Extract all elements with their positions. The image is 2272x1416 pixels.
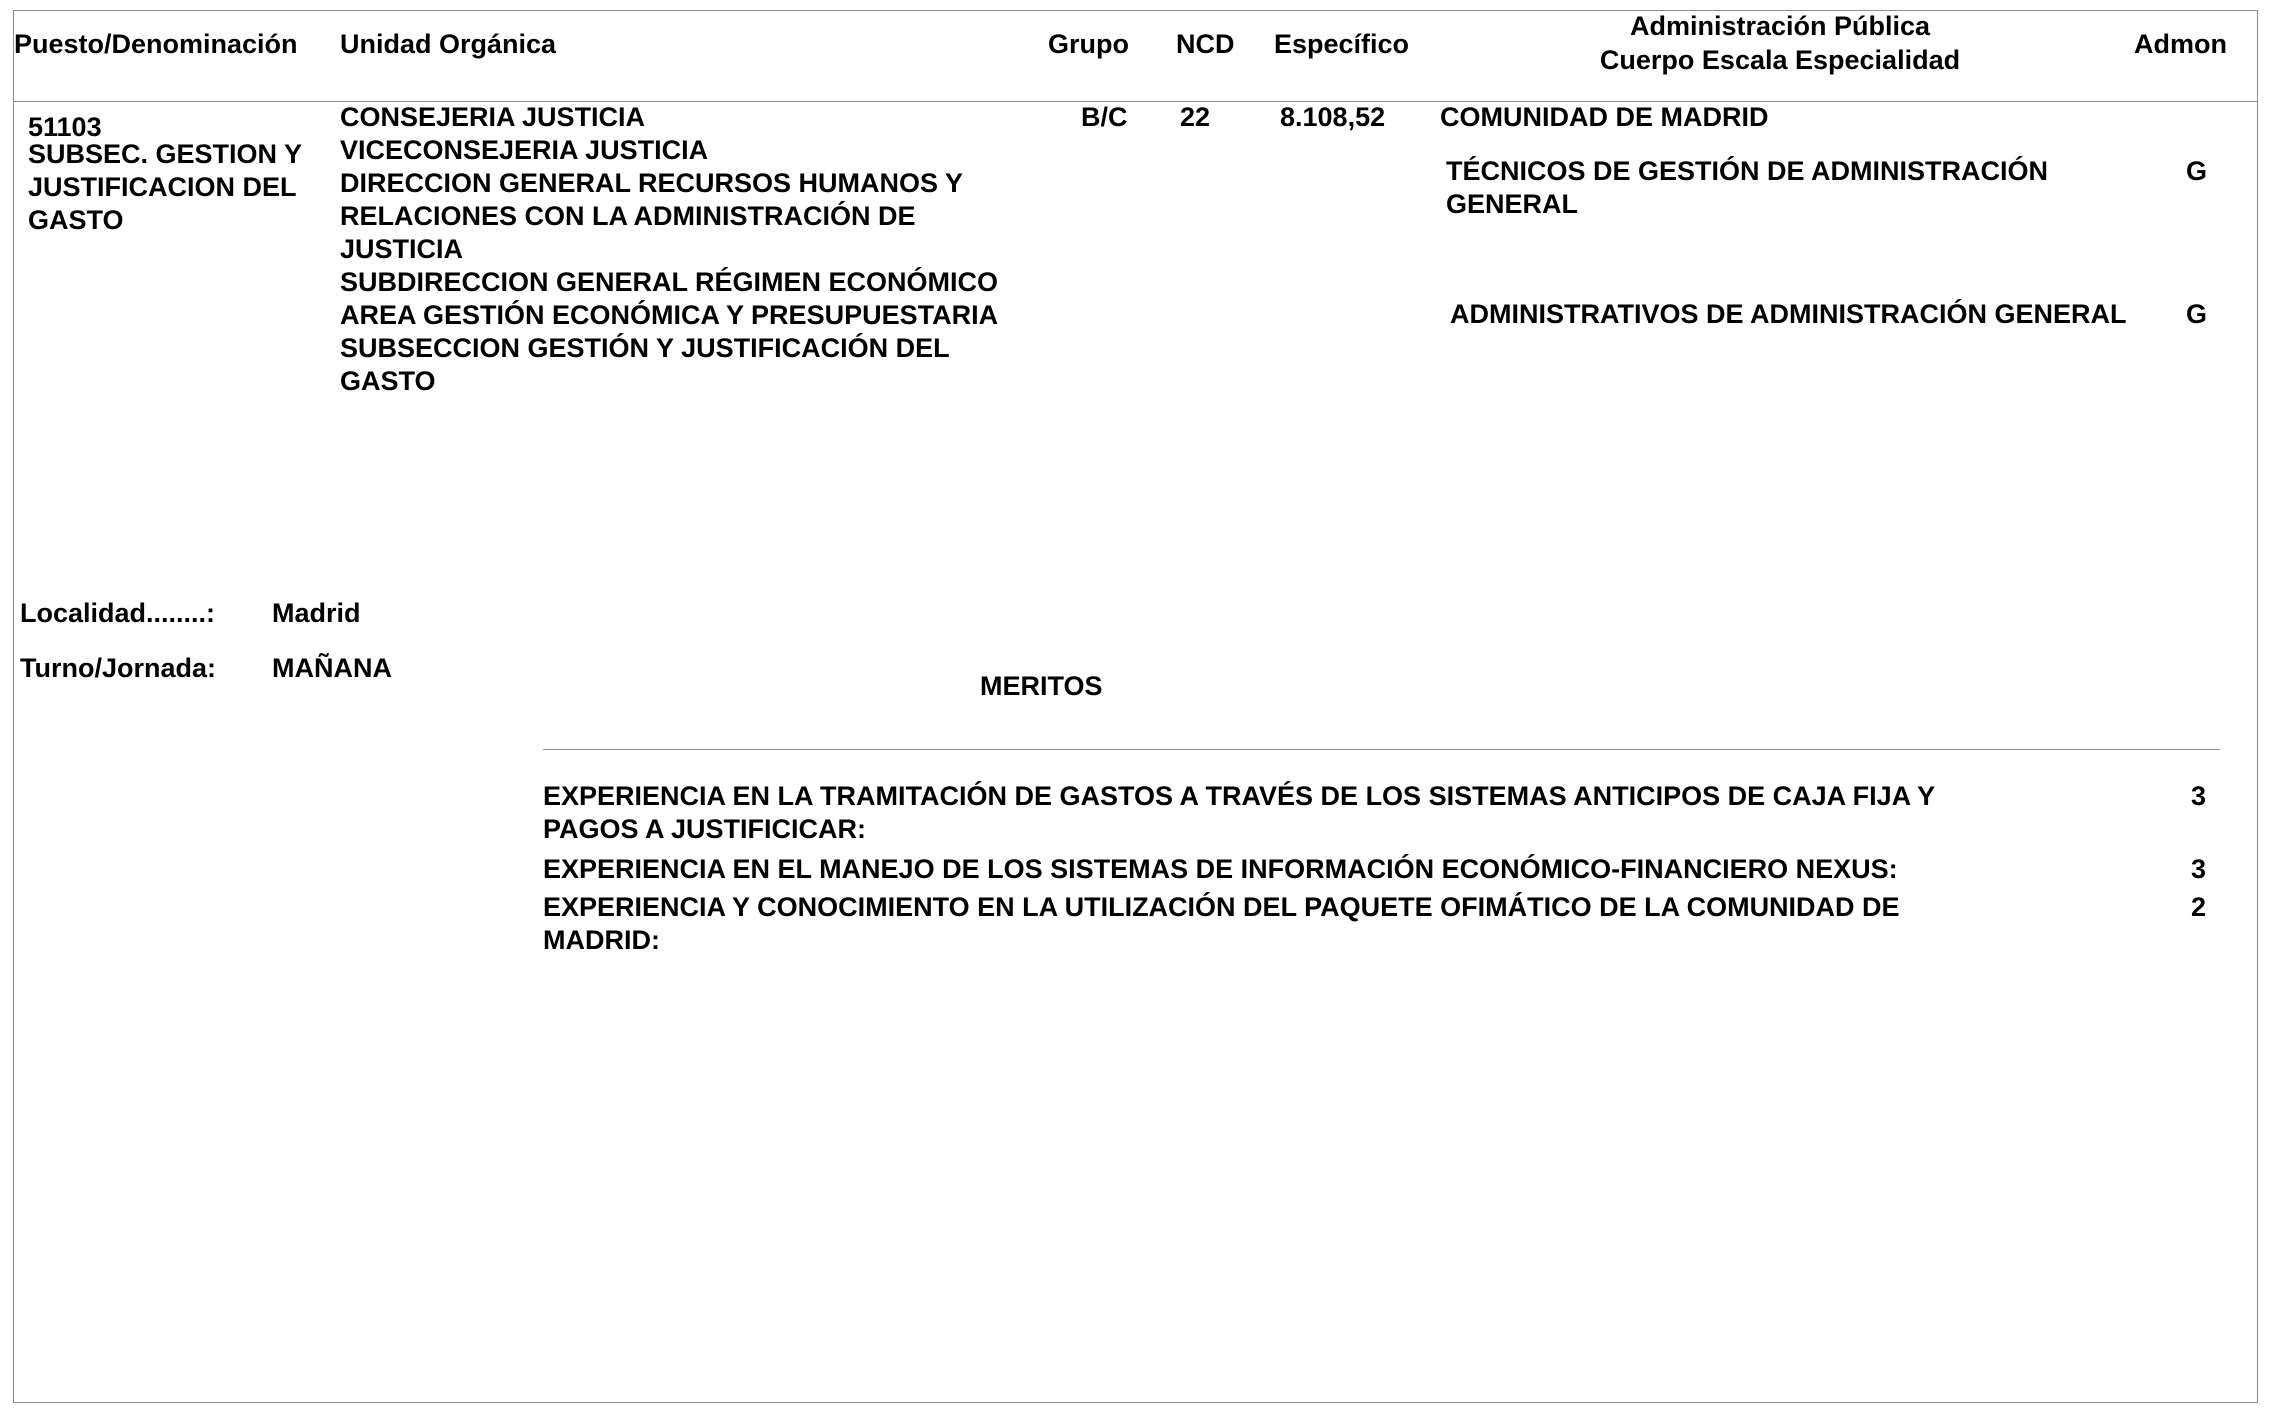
unidad-line: AREA GESTIÓN ECONÓMICA Y PRESUPUESTARIA	[340, 300, 999, 330]
merito-points: 3	[2190, 854, 2206, 884]
header-admin-publica: Administración Pública	[1629, 11, 1931, 41]
localidad-label: Localidad........:	[20, 598, 216, 628]
cuerpo-line: GENERAL	[1446, 189, 1579, 219]
puesto-name-line: SUBSEC. GESTION Y	[28, 139, 303, 169]
merito-line: EXPERIENCIA Y CONOCIMIENTO EN LA UTILIZACIÓN DEL PAQUETE OFIMÁTICO DE LA COMUNIDAD DE	[543, 892, 1900, 922]
header-admon: Admon	[2134, 29, 2227, 59]
cuerpo-entry: ADMINISTRATIVOS DE ADMINISTRACIÓN GENERAL	[1450, 299, 2127, 329]
unidad-line: SUBSECCION GESTIÓN Y JUSTIFICACIÓN DEL	[340, 333, 950, 363]
cuerpo-entry	[1446, 155, 2048, 221]
unidad-line: SUBDIRECCION GENERAL RÉGIMEN ECONÓMICO	[340, 267, 999, 297]
administracion-value: COMUNIDAD DE MADRID	[1440, 102, 1769, 132]
puesto-name-line: JUSTIFICACION DEL	[28, 172, 297, 202]
unidad-line: CONSEJERIA JUSTICIA	[340, 102, 646, 132]
merito-line: MADRID:	[543, 925, 660, 955]
unidad-organica	[340, 101, 998, 398]
cuerpo-line: TÉCNICOS DE GESTIÓN DE ADMINISTRACIÓN	[1446, 156, 2049, 186]
header-unidad: Unidad Orgánica	[340, 29, 557, 59]
merito-item	[543, 891, 1900, 957]
header-grupo: Grupo	[1048, 29, 1129, 59]
header-ncd: NCD	[1176, 29, 1235, 59]
especifico-value: 8.108,52	[1280, 102, 1386, 132]
cuerpo-admon: G	[2186, 299, 2208, 329]
unidad-line: JUSTICIA	[340, 234, 464, 264]
localidad-value: Madrid	[272, 598, 361, 628]
cuerpo-admon: G	[2186, 156, 2208, 186]
meritos-title: MERITOS	[980, 671, 1103, 701]
merito-item	[543, 780, 1935, 846]
unidad-line: GASTO	[340, 366, 436, 396]
puesto-name-line: GASTO	[28, 205, 124, 235]
merito-points: 3	[2190, 781, 2206, 811]
turno-value: MAÑANA	[272, 653, 392, 683]
merito-item: EXPERIENCIA EN EL MANEJO DE LOS SISTEMAS DE INFORMACIÓN ECONÓMICO-FINANCIERO NEXUS:	[543, 854, 1898, 884]
grupo-value: B/C	[1081, 102, 1128, 132]
header-puesto: Puesto/Denominación	[14, 29, 298, 59]
merito-line: EXPERIENCIA EN LA TRAMITACIÓN DE GASTOS A TRAVÉS DE LOS SISTEMAS ANTICIPOS DE CAJA FIJA Y	[543, 781, 1936, 811]
meritos-divider	[543, 749, 2220, 750]
turno-label: Turno/Jornada:	[20, 653, 217, 683]
ncd-value: 22	[1180, 102, 1211, 132]
unidad-line: DIRECCION GENERAL RECURSOS HUMANOS Y	[340, 168, 964, 198]
header-cuerpo-escala: Cuerpo Escala Especialidad	[1599, 45, 1961, 75]
puesto-name	[28, 138, 302, 237]
merito-line: PAGOS A JUSTIFICICAR:	[543, 814, 867, 844]
header-especifico: Específico	[1274, 29, 1410, 59]
merito-points: 2	[2190, 892, 2206, 922]
unidad-line: RELACIONES CON LA ADMINISTRACIÓN DE	[340, 201, 916, 231]
puesto-code: 51103	[28, 112, 102, 142]
unidad-line: VICECONSEJERIA JUSTICIA	[340, 135, 709, 165]
